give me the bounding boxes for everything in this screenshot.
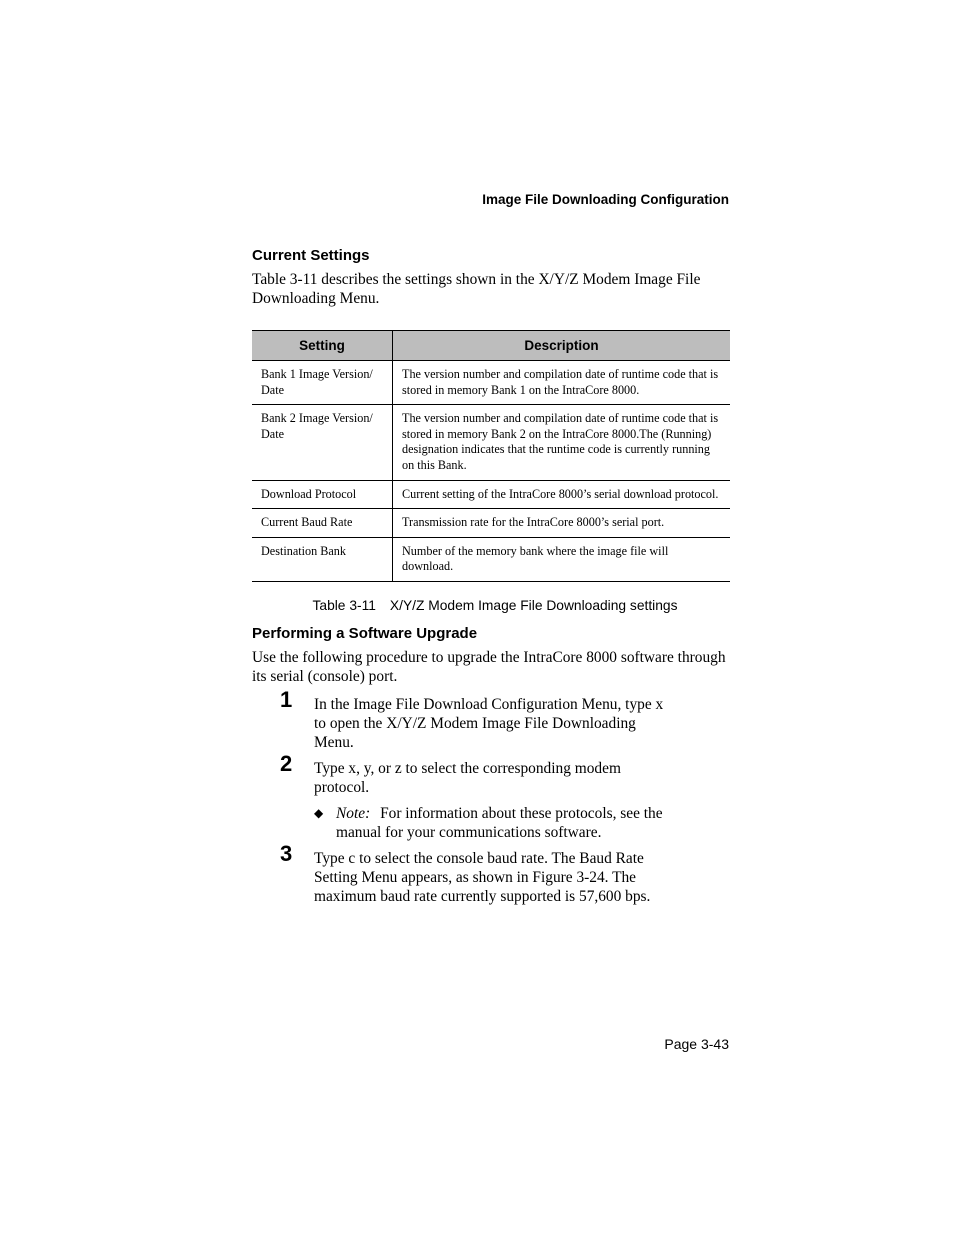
page-number: Page 3-43 [664, 1036, 729, 1052]
step-number: 1 [280, 686, 293, 712]
table-caption [252, 598, 730, 613]
note-label: Note: [336, 804, 371, 822]
settings-table [252, 330, 730, 582]
page-content [252, 247, 730, 913]
setting-cell: Bank 2 Image Version/ Date [252, 405, 393, 480]
step-number: 3 [280, 840, 293, 866]
step-number: 2 [280, 750, 293, 776]
description-cell: Transmission rate for the IntraCore 8000’s serial port. [393, 509, 731, 538]
column-header-setting: Setting [252, 331, 393, 361]
setting-cell: Bank 1 Image Version/ Date [252, 361, 393, 405]
description-cell: The version number and compilation date of runtime code that is stored in memory Bank 2 on the IntraCore 8000.The (Running) designation indicates that the runtime code is currently running on this Bank. [393, 405, 731, 480]
table-row [252, 361, 730, 405]
setting-cell: Current Baud Rate [252, 509, 393, 538]
step-text: Type x, y, or z to select the corresponding modem protocol. [314, 759, 621, 796]
software-upgrade-intro: Use the following procedure to upgrade the IntraCore 8000 software through its serial (console) port. [252, 648, 726, 685]
setting-cell: Download Protocol [252, 480, 393, 509]
table-caption-number: Table 3-11 [312, 597, 376, 613]
description-cell: The version number and compilation date of runtime code that is stored in memory Bank 1 on the IntraCore 8000. [393, 361, 731, 405]
table-row [252, 480, 730, 509]
description-cell: Current setting of the IntraCore 8000’s serial download protocol. [393, 480, 731, 509]
section-heading-software-upgrade: Performing a Software Upgrade [252, 624, 478, 642]
table-caption-text: X/Y/Z Modem Image File Downloading settings [389, 597, 678, 613]
procedure-step [252, 840, 674, 906]
note [252, 804, 676, 842]
setting-cell: Destination Bank [252, 537, 393, 581]
procedure-step [252, 750, 674, 797]
table-row [252, 509, 730, 538]
diamond-bullet-icon: ◆ [314, 805, 324, 820]
procedure-steps [252, 686, 730, 906]
step-text: Type c to select the console baud rate. The Baud Rate Setting Menu appears, as shown in Figure 3-24. The maximum baud rate currently supported is 57,600 bps. [314, 849, 651, 905]
running-header: Image File Downloading Configuration [482, 192, 729, 207]
column-header-description: Description [393, 331, 731, 361]
table-row [252, 537, 730, 581]
current-settings-intro: Table 3-11 describes the settings shown in the X/Y/Z Modem Image File Downloading Menu. [252, 271, 701, 307]
note-text: For information about these protocols, see the manual for your communications software. [336, 804, 663, 841]
table-header-row [252, 331, 730, 361]
procedure-step [252, 686, 674, 752]
step-text: In the Image File Download Configuration Menu, type x to open the X/Y/Z Modem Image File Downloading Menu. [314, 695, 664, 751]
description-cell: Number of the memory bank where the image file will download. [393, 537, 731, 581]
table-row [252, 405, 730, 480]
section-heading-current-settings: Current Settings [252, 247, 370, 264]
software-upgrade-section [252, 625, 730, 906]
